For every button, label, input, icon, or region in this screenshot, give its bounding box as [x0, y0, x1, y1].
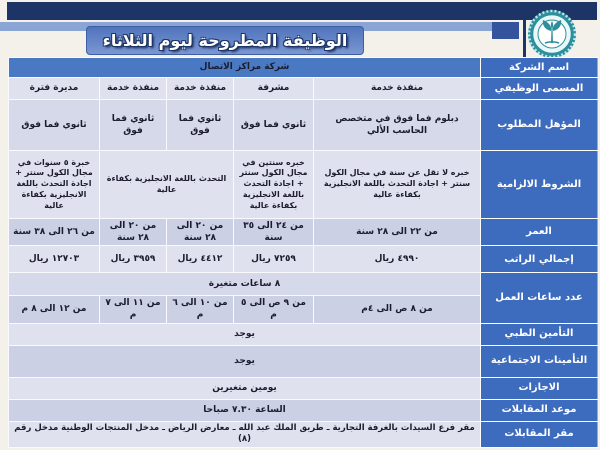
row-header-medical-insurance: التأمين الطبي [481, 323, 598, 345]
table-cell: مديرة فترة [9, 78, 100, 100]
table-cell: خبره لا تقل عن سنة في مجال الكول سنتر + اجادة التحدث باللغة الانجليزية بكفاءة عالية [314, 151, 481, 219]
row-header-qualification: المؤهل المطلوب [481, 100, 598, 151]
job-info-table [8, 57, 598, 448]
table-cell: ٤٩٩٠ ريال [314, 246, 481, 273]
table-cell: من ٢٢ الى ٢٨ سنة [314, 219, 481, 246]
row-header-interview-location: مقر المقابلات [481, 421, 598, 447]
table-cell: ١٢٧٠٣ ريال [9, 246, 100, 273]
top-navy-bar [7, 2, 597, 20]
row-header-social-insurance: التأمينات الاجتماعية [481, 345, 598, 377]
table-cell: ثانوي فما فوق [9, 100, 100, 151]
social-insurance-value: يوجد [9, 345, 481, 377]
table-cell: من ١٠ الى ٦ م [167, 296, 234, 323]
table-cell: من ٩ ص الى ٥ م [234, 296, 314, 323]
table-cell: خبره سنتين في مجال الكول سنتر + اجادة التحدث باللغة الانجليزية بكفاءة عالية [234, 151, 314, 219]
medical-insurance-value: يوجد [9, 323, 481, 345]
table-cell: ٧٢٥٩ ريال [234, 246, 314, 273]
table-cell: من ٢٠ الى ٢٨ سنة [100, 219, 167, 246]
company-name-cell: شركة مراكز الاتصال [9, 58, 481, 78]
table-cell: من ٢٦ الى ٣٨ سنة [9, 219, 100, 246]
table-cell: من ٢٠ الى ٢٨ سنة [167, 219, 234, 246]
table-cell: ثانوي فما فوق [167, 100, 234, 151]
table-cell: من ١١ الى ٧ م [100, 296, 167, 323]
table-cell: من ٢٤ الى ٣٥ سنة [234, 219, 314, 246]
row-header-interview-time: موعد المقابلات [481, 399, 598, 421]
interview-location-value: مقر فرع السيدات بالغرفة التجارية ـ طريق الملك عبد الله ـ معارض الرياض ـ مدخل المنتجات الوطنية مدخل رقم (٨) [9, 421, 481, 447]
row-header-job-title: المسمى الوظيفي [481, 78, 598, 100]
row-header-work-hours: عدد ساعات العمل [481, 273, 598, 323]
table-cell: ٤٤١٢ ريال [167, 246, 234, 273]
table-cell: من ٨ ص الى ٤م [314, 296, 481, 323]
work-hours-summary-cell: ٨ ساعات متغيرة [9, 273, 481, 296]
row-header-age: العمر [481, 219, 598, 246]
table-cell: دبلوم فما فوق في متخصص الحاسب الألي [314, 100, 481, 151]
table-cell: منفذة خدمة [167, 78, 234, 100]
row-header-salary: إجمالي الراتب [481, 246, 598, 273]
table-cell: ثانوي فما فوق [100, 100, 167, 151]
row-header-vacations: الاجازات [481, 377, 598, 399]
table-cell: خبرة ٥ سنوات في مجال الكول سنتر + اجادة التحدث باللغة الانجليزية بكفاءة عالية [9, 151, 100, 219]
interview-time-value: الساعة ٧.٣٠ صباحا [9, 399, 481, 421]
logo-divider-line [523, 8, 526, 57]
table-cell: ٣٩٥٩ ريال [100, 246, 167, 273]
row-header-company-name: اسم الشركة [481, 58, 598, 78]
table-cell: مشرفة [234, 78, 314, 100]
vacations-value: يومين متغيرين [9, 377, 481, 399]
table-cell: منفذة خدمة [314, 78, 481, 100]
chamber-logo-icon [527, 9, 577, 59]
table-cell: التحدث باللغة الانجليزية بكفاءة عالية [100, 151, 234, 219]
table-cell: منفذة خدمة [100, 78, 167, 100]
strip-end-block [492, 22, 519, 39]
page-title: الوظيفة المطروحة ليوم الثلاثاء [102, 30, 348, 50]
table-cell: من ١٢ الى ٨ م [9, 296, 100, 323]
table-cell: ثانوي فما فوق [234, 100, 314, 151]
page-title-banner [86, 26, 364, 55]
row-header-conditions: الشروط الالزامية [481, 151, 598, 219]
